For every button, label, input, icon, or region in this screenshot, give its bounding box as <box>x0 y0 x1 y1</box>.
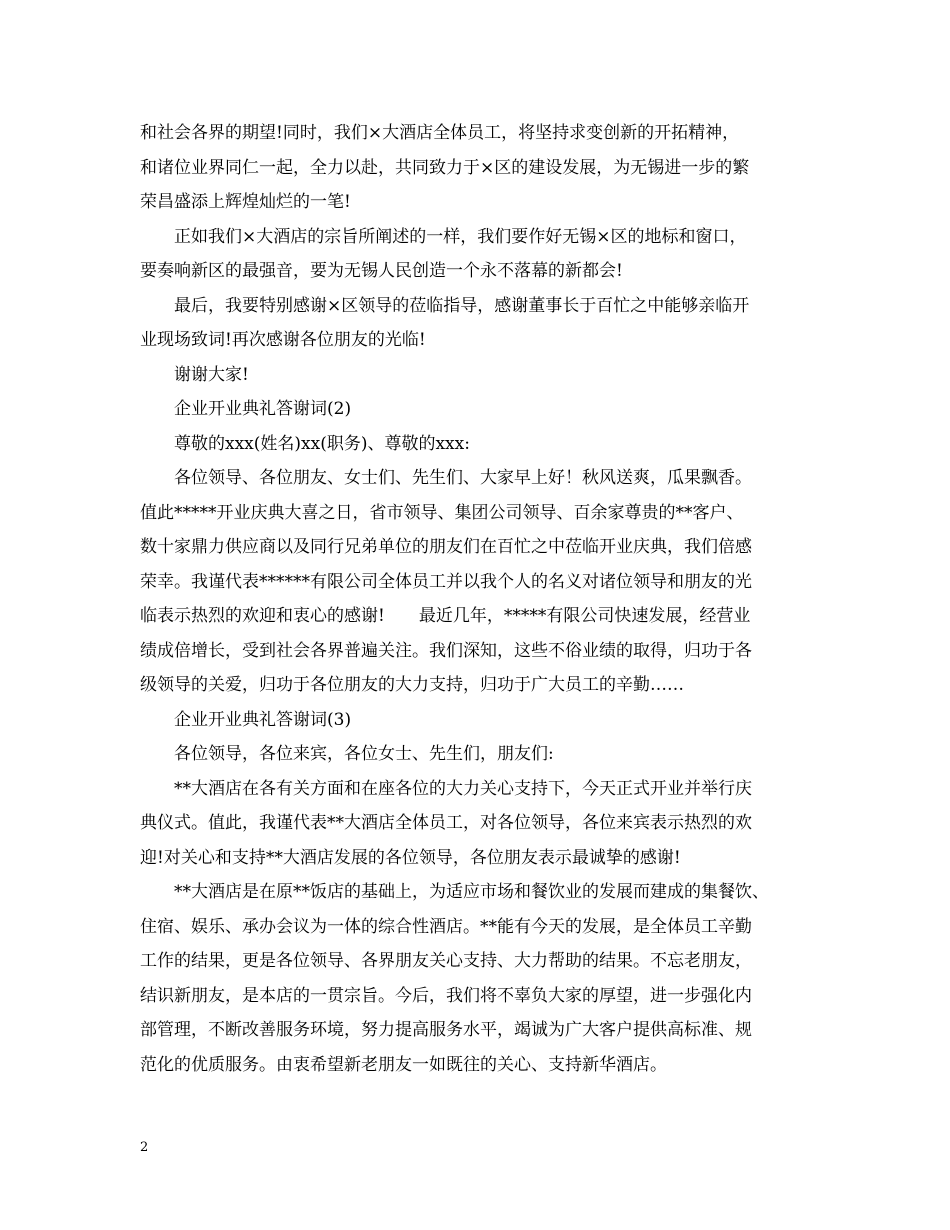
text-line: 结识新朋友，是本店的一贯宗旨。今后，我们将不辜负大家的厚望，进一步强化内 <box>140 985 752 1006</box>
document-body <box>140 116 830 1082</box>
text-line: 要奏响新区的最强音，要为无锡人民创造一个永不落幕的新都会! <box>140 261 623 281</box>
text-line: 级领导的关爱，归功于各位朋友的大力支持，归功于广大员工的辛勤…… <box>140 675 684 695</box>
text-line: 临表示热烈的欢迎和衷心的感谢! 最近几年，*****有限公司快速发展，经营业 <box>140 606 751 626</box>
text-line: 荣昌盛添上辉煌灿烂的一笔! <box>140 192 351 212</box>
text-line: 谢谢大家! <box>174 364 249 385</box>
text-line: **大酒店是在原**饭店的基础上，为适应市场和餐饮业的发展而建成的集餐饮、 <box>174 882 769 902</box>
text-line: **大酒店在各有关方面和在座各位的大力关心支持下，今天正式开业并举行庆 <box>174 778 752 799</box>
text-line: 典仪式。值此，我谨代表**大酒店全体员工，对各位领导，各位来宾表示热烈的欢 <box>140 813 752 833</box>
text-line: 绩成倍增长，受到社会各界普遍关注。我们深知，这些不俗业绩的取得，归功于各 <box>140 640 752 661</box>
text-line: 各位领导、各位朋友、女士们、先生们、大家早上好！秋风送爽，瓜果飘香。 <box>174 468 752 488</box>
text-line: 值此*****开业庆典大喜之日，省市领导、集团公司领导、百余家尊贵的**客户、 <box>140 502 744 523</box>
text-line: 和诸位业界同仁一起，全力以赴，共同致力于×区的建设发展，为无锡进一步的繁 <box>140 157 750 178</box>
text-line: 尊敬的xxx(姓名)xx(职务)、尊敬的xxx: <box>174 433 470 454</box>
text-line: 各位领导，各位来宾，各位女士、先生们，朋友们: <box>174 744 554 764</box>
text-line: 荣幸。我谨代表******有限公司全体员工并以我个人的名义对诸位领导和朋友的光 <box>140 571 752 592</box>
text-line: 企业开业典礼答谢词(2) <box>174 399 352 419</box>
page-number: 2 <box>140 1140 149 1155</box>
text-line: 范化的优质服务。由衷希望新老朋友一如既往的关心、支持新华酒店。 <box>140 1054 667 1075</box>
text-line: 工作的结果，更是各位领导、各界朋友关心支持、大力帮助的结果。不忘老朋友， <box>140 951 752 971</box>
text-line: 部管理，不断改善服务环境，努力提高服务水平，竭诚为广大客户提供高标准、规 <box>140 1020 752 1040</box>
text-line: 正如我们×大酒店的宗旨所阐述的一样，我们要作好无锡×区的地标和窗口， <box>174 226 747 247</box>
text-line: 迎!对关心和支持**大酒店发展的各位领导，各位朋友表示最诚挚的感谢! <box>140 847 681 868</box>
text-line: 住宿、娱乐、承办会议为一体的综合性酒店。**能有今天的发展，是全体员工辛勤 <box>140 916 752 937</box>
text-line: 最后，我要特别感谢×区领导的莅临指导，感谢董事长于百忙之中能够亲临开 <box>174 295 750 316</box>
text-line: 和社会各界的期望!同时，我们×大酒店全体员工，将坚持求变创新的开拓精神， <box>140 123 740 143</box>
text-line: 业现场致词!再次感谢各位朋友的光临! <box>140 330 426 350</box>
text-line: 企业开业典礼答谢词(3) <box>174 709 352 730</box>
text-line: 数十家鼎力供应商以及同行兄弟单位的朋友们在百忙之中莅临开业庆典，我们倍感 <box>140 537 752 557</box>
